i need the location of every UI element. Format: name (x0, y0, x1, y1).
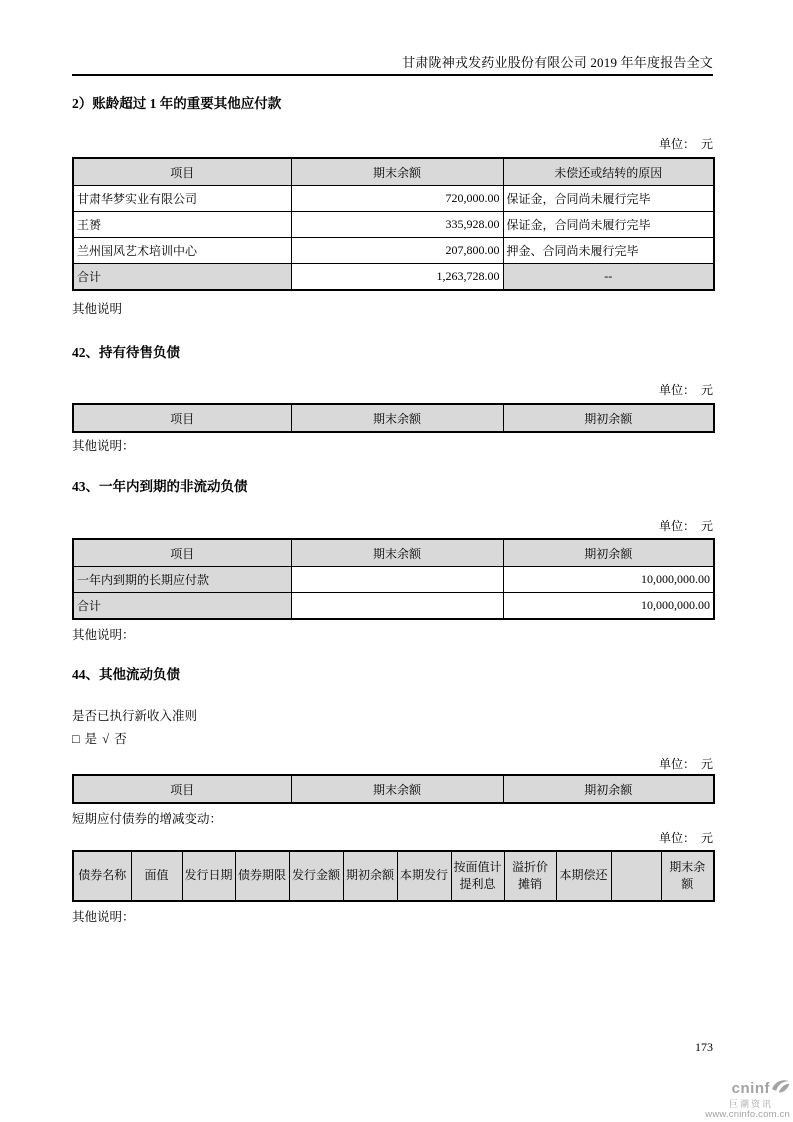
col-current-issue: 本期发行 (397, 851, 451, 901)
table-row (73, 238, 714, 264)
table-row (73, 567, 714, 593)
row-reason: 保证金，合同尚未履行完毕 (503, 186, 714, 212)
table-row (73, 212, 714, 238)
col-beginning-balance: 期初余额 (503, 775, 714, 803)
col-ending-balance: 期末余额 (291, 775, 503, 803)
short-term-bonds-table (72, 850, 715, 902)
yes-no-answer: □ 是 √ 否 (72, 732, 128, 746)
unit-label-3: 单位： 元 (658, 519, 713, 533)
total-beginning: 10,000,000.00 (503, 593, 714, 620)
other-note-1: 其他说明 (72, 302, 123, 316)
report-header-title: 甘肃陇神戎发药业股份有限公司 2019 年年度报告全文 (402, 55, 713, 70)
table-header-row (73, 775, 714, 803)
table-header-row (73, 158, 714, 186)
unit-label-4: 单位： 元 (658, 757, 713, 771)
col-premium-amortization: 溢折价摊销 (504, 851, 556, 901)
other-note-2: 其他说明： (72, 439, 135, 453)
col-bond-term: 债券期限 (235, 851, 289, 901)
col-bond-name: 债券名称 (73, 851, 131, 901)
table-header-row (73, 404, 714, 432)
cninfo-url: www.cninfo.com.cn (705, 1108, 790, 1120)
row-reason: 押金、合同尚未履行完毕 (503, 238, 714, 264)
table-header-row (73, 851, 714, 901)
other-note-3: 其他说明： (72, 628, 135, 642)
row-amount: 720,000.00 (291, 186, 503, 212)
section2-title: 2）账龄超过 1 年的重要其他应付款 (72, 96, 282, 111)
col-beginning-balance: 期初余额 (503, 539, 714, 567)
row-item: 一年内到期的长期应付款 (73, 567, 291, 593)
col-interest-at-face: 按面值计提利息 (451, 851, 504, 901)
held-for-sale-liabilities-table (72, 403, 715, 433)
total-reason: -- (503, 264, 714, 291)
table-total-row (73, 264, 714, 291)
row-beginning: 10,000,000.00 (503, 567, 714, 593)
col-issue-amount: 发行金额 (289, 851, 343, 901)
row-item: 兰州国风艺术培训中心 (73, 238, 291, 264)
cninfo-logo (702, 1078, 790, 1121)
unit-label-5: 单位： 元 (658, 831, 713, 845)
cninfo-chinese-name: 巨潮资讯 (728, 1099, 773, 1110)
row-item: 王赟 (73, 212, 291, 238)
section44-title: 44、其他流动负债 (72, 667, 180, 682)
section43-title: 43、一年内到期的非流动负债 (72, 479, 248, 494)
total-label: 合计 (73, 593, 291, 620)
other-payables-table (72, 157, 715, 291)
col-beginning-balance: 期初余额 (343, 851, 397, 901)
col-item: 项目 (73, 775, 291, 803)
total-amount: 1,263,728.00 (291, 264, 503, 291)
new-revenue-standard-question: 是否已执行新收入准则 (72, 709, 198, 723)
col-issue-date: 发行日期 (182, 851, 235, 901)
row-amount: 335,928.00 (291, 212, 503, 238)
noncurrent-liabilities-due-table (72, 538, 715, 620)
page-number: 173 (695, 1040, 713, 1054)
total-ending (291, 593, 503, 620)
col-item: 项目 (73, 158, 291, 186)
col-item: 项目 (73, 539, 291, 567)
row-ending (291, 567, 503, 593)
table-total-row (73, 593, 714, 620)
row-amount: 207,800.00 (291, 238, 503, 264)
col-ending-balance: 期末余额 (291, 404, 503, 432)
total-label: 合计 (73, 264, 291, 291)
other-note-4: 其他说明： (72, 910, 135, 924)
cninfo-logo-row (702, 1078, 790, 1099)
bond-change-label: 短期应付债券的增减变动： (72, 812, 223, 826)
col-item: 项目 (73, 404, 291, 432)
unit-label-2: 单位： 元 (658, 383, 713, 397)
table-row (73, 186, 714, 212)
cninfo-brand-text: cninf (731, 1080, 770, 1098)
other-current-liabilities-table (72, 774, 715, 804)
col-ending-balance: 期末余额 (291, 158, 503, 186)
col-ending-balance: 期末余额 (661, 851, 714, 901)
col-beginning-balance: 期初余额 (503, 404, 714, 432)
row-reason: 保证金，合同尚未履行完毕 (503, 212, 714, 238)
table-header-row (73, 539, 714, 567)
col-face-value: 面值 (131, 851, 182, 901)
section42-title: 42、持有待售负债 (72, 345, 180, 360)
col-reason: 未偿还或结转的原因 (503, 158, 714, 186)
cninfo-swirl-icon (771, 1078, 790, 1099)
col-current-repayment: 本期偿还 (556, 851, 611, 901)
col-ending-balance: 期末余额 (291, 539, 503, 567)
unit-label-1: 单位： 元 (658, 137, 713, 151)
col-blank (611, 851, 661, 901)
row-item: 甘肃华梦实业有限公司 (73, 186, 291, 212)
header-divider (72, 74, 713, 76)
